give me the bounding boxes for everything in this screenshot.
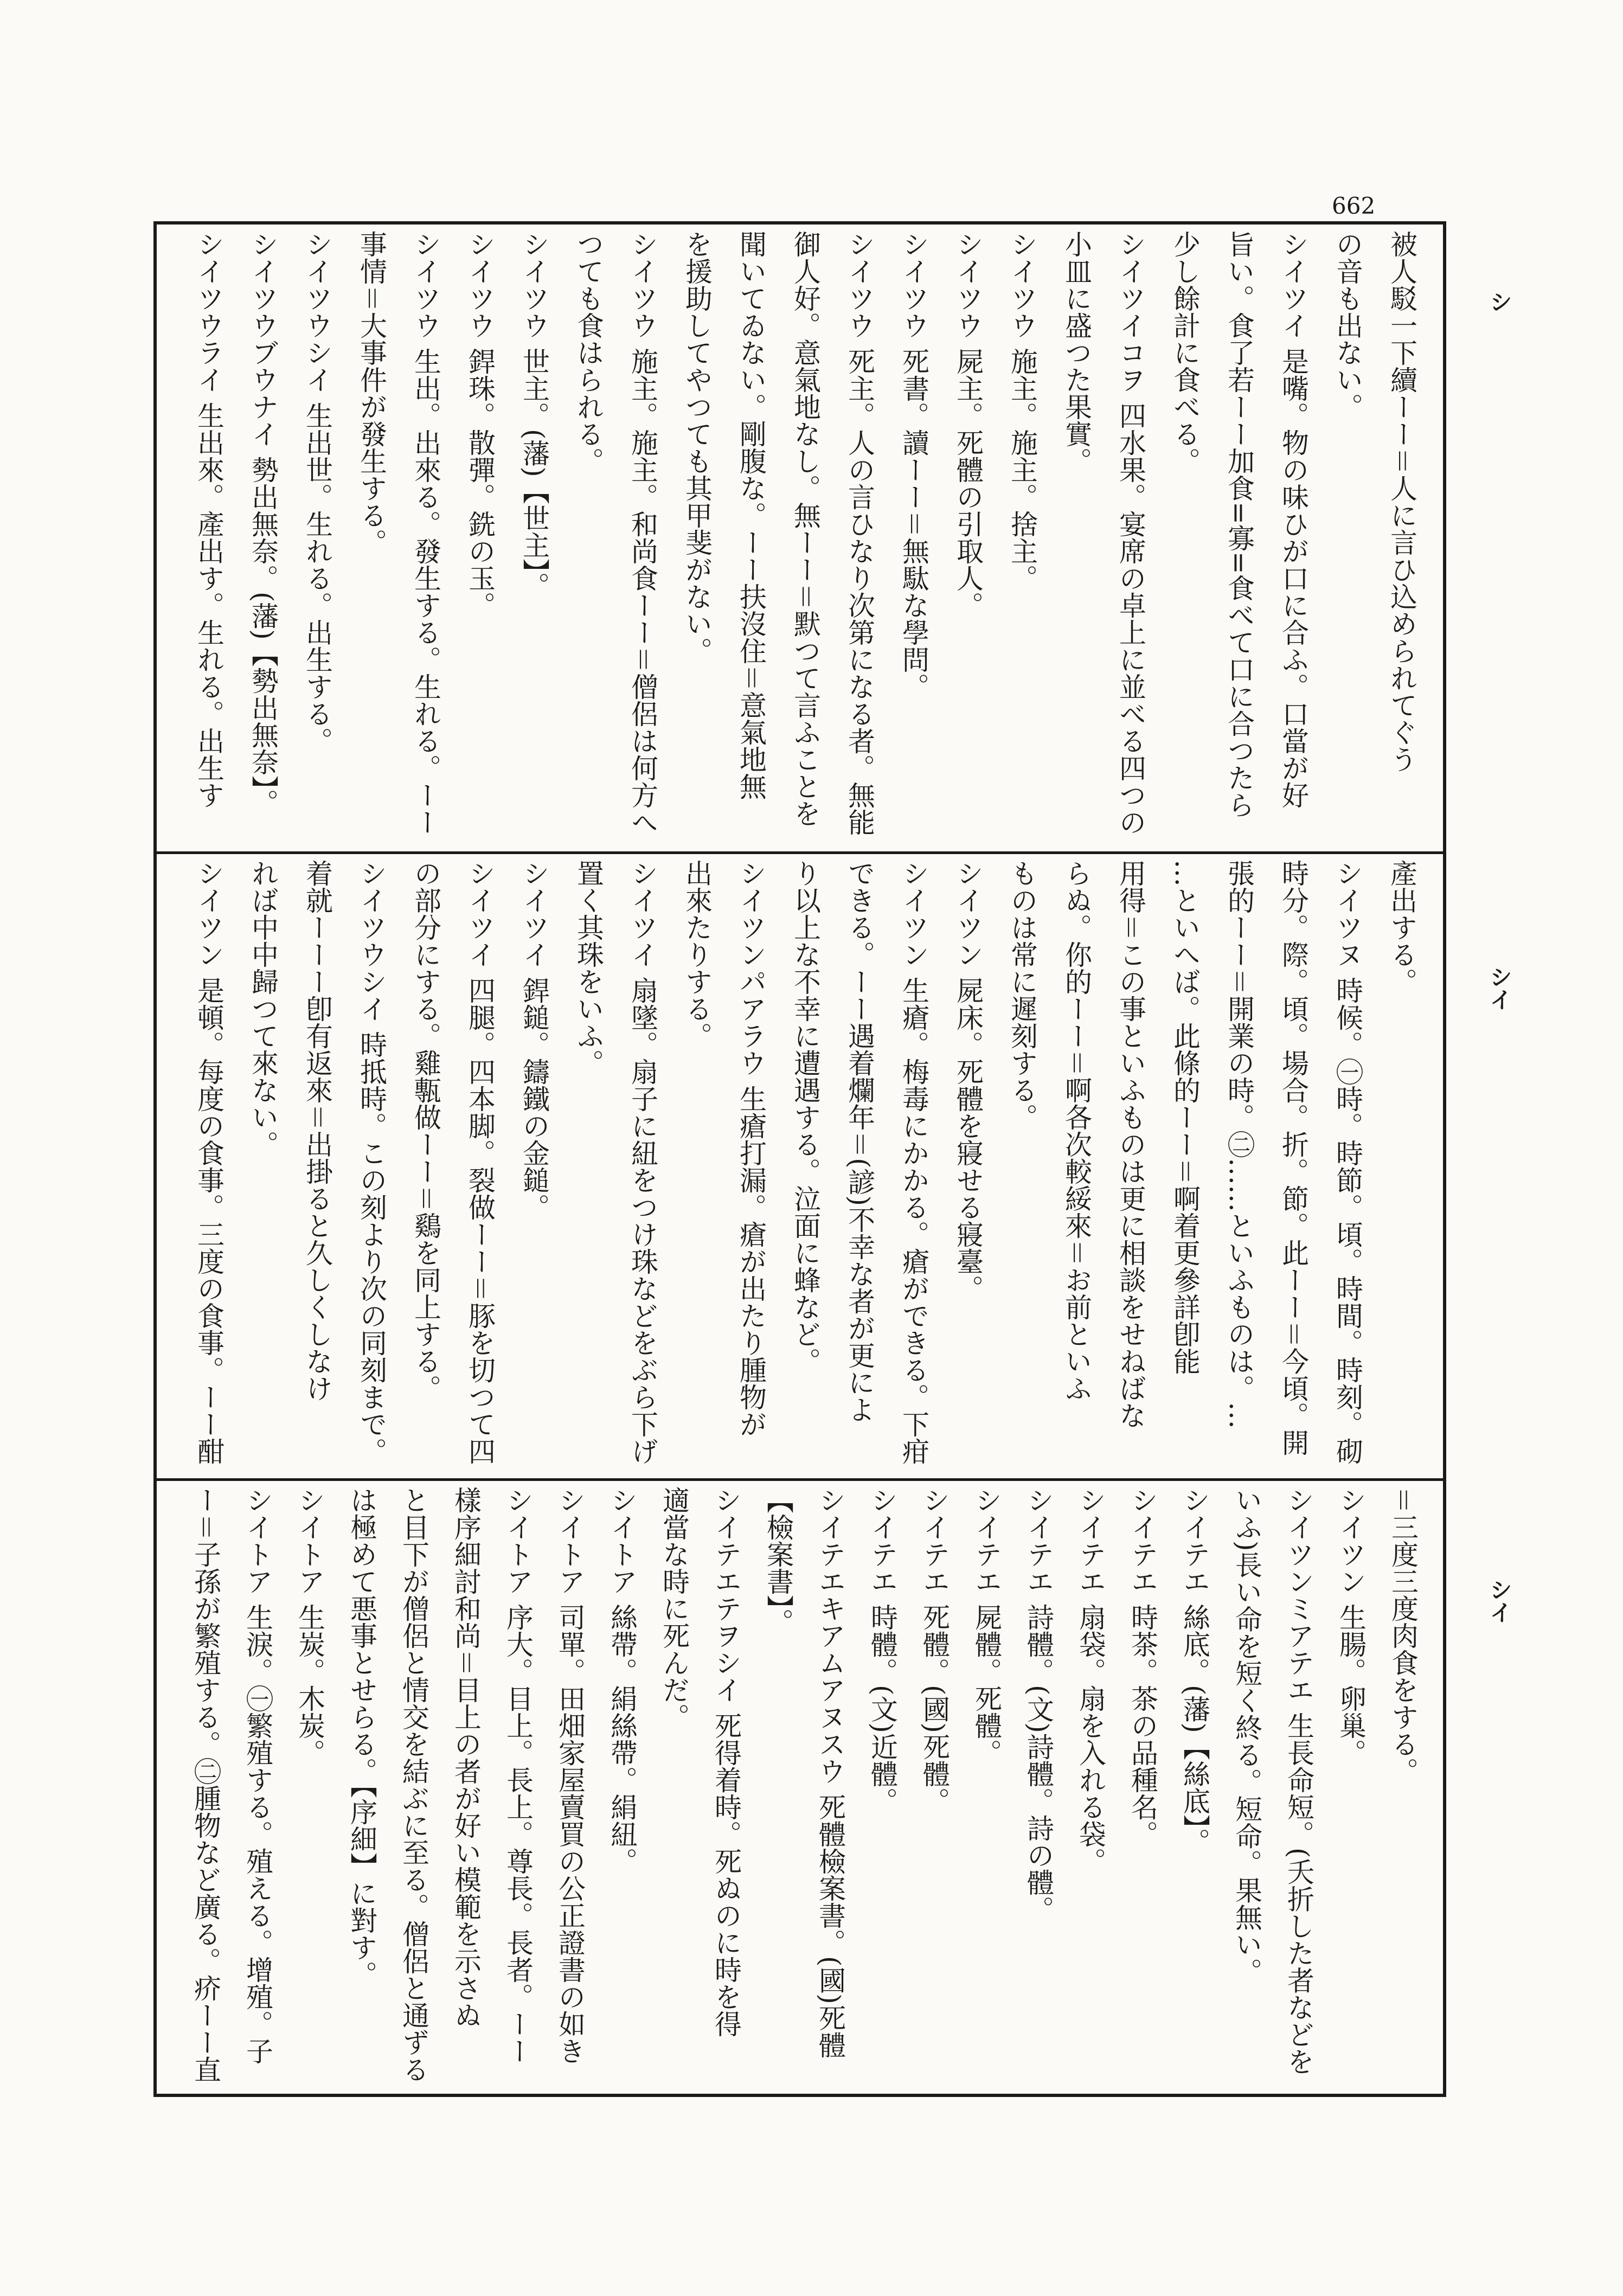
running-head-bottom: シイ <box>1486 1578 1513 1624</box>
entry-column: できる。ーー遇着爛年＝(諺)不幸な者が更によ <box>844 860 875 1423</box>
band-middle <box>160 860 1440 1472</box>
entry-column: シイテエ 時體。(文)近體。 <box>867 1486 898 1814</box>
entry-column: 產出する。 <box>1386 860 1417 995</box>
entry-column: シイツイ 銲鎚。鑄鐵の金鎚。 <box>518 860 550 1221</box>
entry-column: シイテエ 時茶。茶の品種名。 <box>1127 1486 1158 1848</box>
entry-column: 御人好。意氣地なし。無ーー＝默つて言ふことを <box>790 230 821 827</box>
entry-column: シイツウ 屍主。死體の引取人。 <box>952 230 984 619</box>
entry-column: 時分。際。頃。場合。折。節。此ーー＝今頃。開 <box>1278 860 1309 1456</box>
entry-column: の音も出ない。 <box>1332 230 1363 420</box>
entry-column: 【檢案書】。 <box>762 1486 794 1636</box>
entry-column: シイテエキアムアヌスウ 死體檢案書。(國)死體 <box>814 1486 846 2058</box>
entry-column: シイツウ 施主。施主。和尚食ーー＝僧侶は何方へ <box>627 230 658 836</box>
entry-column: シイトア 生炭。木炭。 <box>294 1486 325 1766</box>
entry-column: シイトア 司單。田畑家屋賣買の公正證書の如き <box>554 1486 586 2064</box>
entry-column: シイツウ 銲珠。散彈。銑の玉。 <box>464 230 496 619</box>
entry-column: シイツン 生瘡。梅毒にかかる。瘡ができる。下疳 <box>898 860 929 1465</box>
entry-column: シイツウブウナイ 勢出無奈。(藩)【勢出無奈】。 <box>247 230 279 816</box>
entry-column: れば中中歸つて來ない。 <box>247 860 279 1158</box>
entry-column: シイトア 絲帶。絹絲帶。絹紐。 <box>606 1486 638 1875</box>
running-head-top: シ <box>1486 290 1513 313</box>
entry-column: ＝三度三度肉食をする。 <box>1387 1486 1419 1785</box>
band-bottom <box>160 1486 1440 2088</box>
page-number: 662 <box>1332 193 1376 219</box>
entry-column: 置く其珠をいふ。 <box>573 860 604 1076</box>
entry-column: シイツイコヲ 四水果。宴席の卓上に並べる四つの <box>1115 230 1146 836</box>
entry-column: シイツイ 四腿。四本脚。裂做ーー＝豚を切つて四 <box>464 860 496 1465</box>
entry-column: 少し餘計に食べる。 <box>1169 230 1201 474</box>
entry-column: シイトア 生淚。㊀繁殖する。殖える。增殖。子 <box>242 1486 273 2064</box>
entry-column: 事情＝大事件が發生する。 <box>356 230 387 556</box>
entry-column: シイツウ 死主。人の言ひなり次第になる者。無能 <box>844 230 875 836</box>
entry-column: ー＝子孫が繁殖する。㊁腫物など廣る。疥ーー直 <box>190 1486 221 2083</box>
entry-column: は極めて悪事とせらる。【序細】に對す。 <box>346 1486 377 1988</box>
entry-column: つても食はられる。 <box>573 230 604 474</box>
entry-column: シイトア 序大。目上。長上。尊長。長者。ーー <box>502 1486 534 2064</box>
entry-column: 聞いてゐない。剛腹な。ーー扶沒住＝意氣地無 <box>735 230 767 800</box>
entry-column: シイツイ 是嘴。物の味ひが口に合ふ。口當が好 <box>1278 230 1309 809</box>
entry-column: の部分にする。雞甎做ーー＝鷄を同上する。 <box>410 860 441 1402</box>
entry-column: シイツウ 生出。出來る。發生する。生れる。ーー <box>410 230 441 836</box>
entry-column: シイツン 生腸。卵巢。 <box>1335 1486 1367 1766</box>
entry-column: 着就ーーー卽有返來＝出掛ると久しくしなけ <box>301 860 333 1402</box>
entry-column: シイテエ 屍體。死體。 <box>971 1486 1002 1766</box>
entry-column: シイツヌ 時候。㊀時。時節。頃。時間。時刻。砌 <box>1332 860 1363 1465</box>
entry-column: シイツン 屍床。死體を寢せる寢臺。 <box>952 860 984 1302</box>
entry-column: シイツウ 施主。施主。捨主。 <box>1006 230 1038 592</box>
entry-column: シイテエ 扇袋。扇を入れる袋。 <box>1075 1486 1106 1875</box>
entry-column: シイテエテヲシイ 死得着時。死ぬのに時を得 <box>710 1486 742 2037</box>
entry-column: シイテエ 死體。(國)死體。 <box>919 1486 950 1814</box>
entry-column: 用得＝この事といふものは更に相談をせねばな <box>1115 860 1146 1429</box>
entry-column: シイツウシイ 生出世。生れる。出生する。 <box>301 230 333 754</box>
entry-column: り以上な不幸に遭遇する。泣面に蜂など。 <box>790 860 821 1375</box>
entry-column: 出來たりする。 <box>681 860 713 1049</box>
entry-column: シイツウ 世主。(藩)【世主】。 <box>518 230 550 599</box>
entry-column: らぬ。你的ーー＝啊各次較綏來＝お前といふ <box>1061 860 1092 1402</box>
entry-column: ものは常に遲刻する。 <box>1006 860 1038 1131</box>
entry-column: いふ)長い命を短く終る。短命。果無い。 <box>1231 1486 1262 1985</box>
entry-column: シイツウライ 生出來。產出す。生れる。出生す <box>193 230 224 809</box>
entry-column: シイツンパアラウ 生瘡打漏。瘡が出たり腫物が <box>735 860 767 1438</box>
entry-column: シイツンミアテエ 生長命短。(夭折した者などを <box>1283 1486 1314 2075</box>
entry-column: シイツン 是頓。每度の食事。三度の食事。ーー酣 <box>193 860 224 1465</box>
band-top <box>160 230 1440 846</box>
running-head-middle: シイ <box>1486 965 1513 1011</box>
entry-column: シイテエ 絲底。(藩)【絲底】。 <box>1179 1486 1210 1855</box>
entry-column: …といへば。此條的ーー＝啊着更參詳卽能 <box>1169 860 1201 1375</box>
entry-column: 被人駁一下續ーー＝人に言ひ込められてぐう <box>1386 230 1417 773</box>
entry-column: シイツウシイ 時抵時。この刻より次の同刻まで。 <box>356 860 387 1465</box>
entry-column: 適當な時に死んだ。 <box>658 1486 690 1730</box>
band-divider-1 <box>153 851 1446 854</box>
entry-column: 樣序細討和尚＝目上の者が好い模範を示さぬ <box>450 1486 482 2029</box>
entry-column: 小皿に盛つた果實。 <box>1061 230 1092 474</box>
entry-column: シイツウ 死書。讀ーー＝無駄な學問。 <box>898 230 929 700</box>
entry-column: と目下が僧侶と情交を結ぶに至る。僧侶と通ずる <box>398 1486 429 2083</box>
entry-column: シイテエ 詩體。(文)詩體。詩の體。 <box>1023 1486 1054 1923</box>
entry-column: 張的ーー＝開業の時。㊁……といふものは。… <box>1223 860 1255 1429</box>
entry-column: を援助してやつても其甲斐がない。 <box>681 230 713 664</box>
entry-column: 旨い。食了若ーー加食=寡=食べて口に合つたら <box>1223 230 1255 818</box>
band-divider-2 <box>153 1478 1446 1481</box>
entry-column: シイツイ 扇墜。扇子に紐をつけ珠などをぶら下げ <box>627 860 658 1465</box>
